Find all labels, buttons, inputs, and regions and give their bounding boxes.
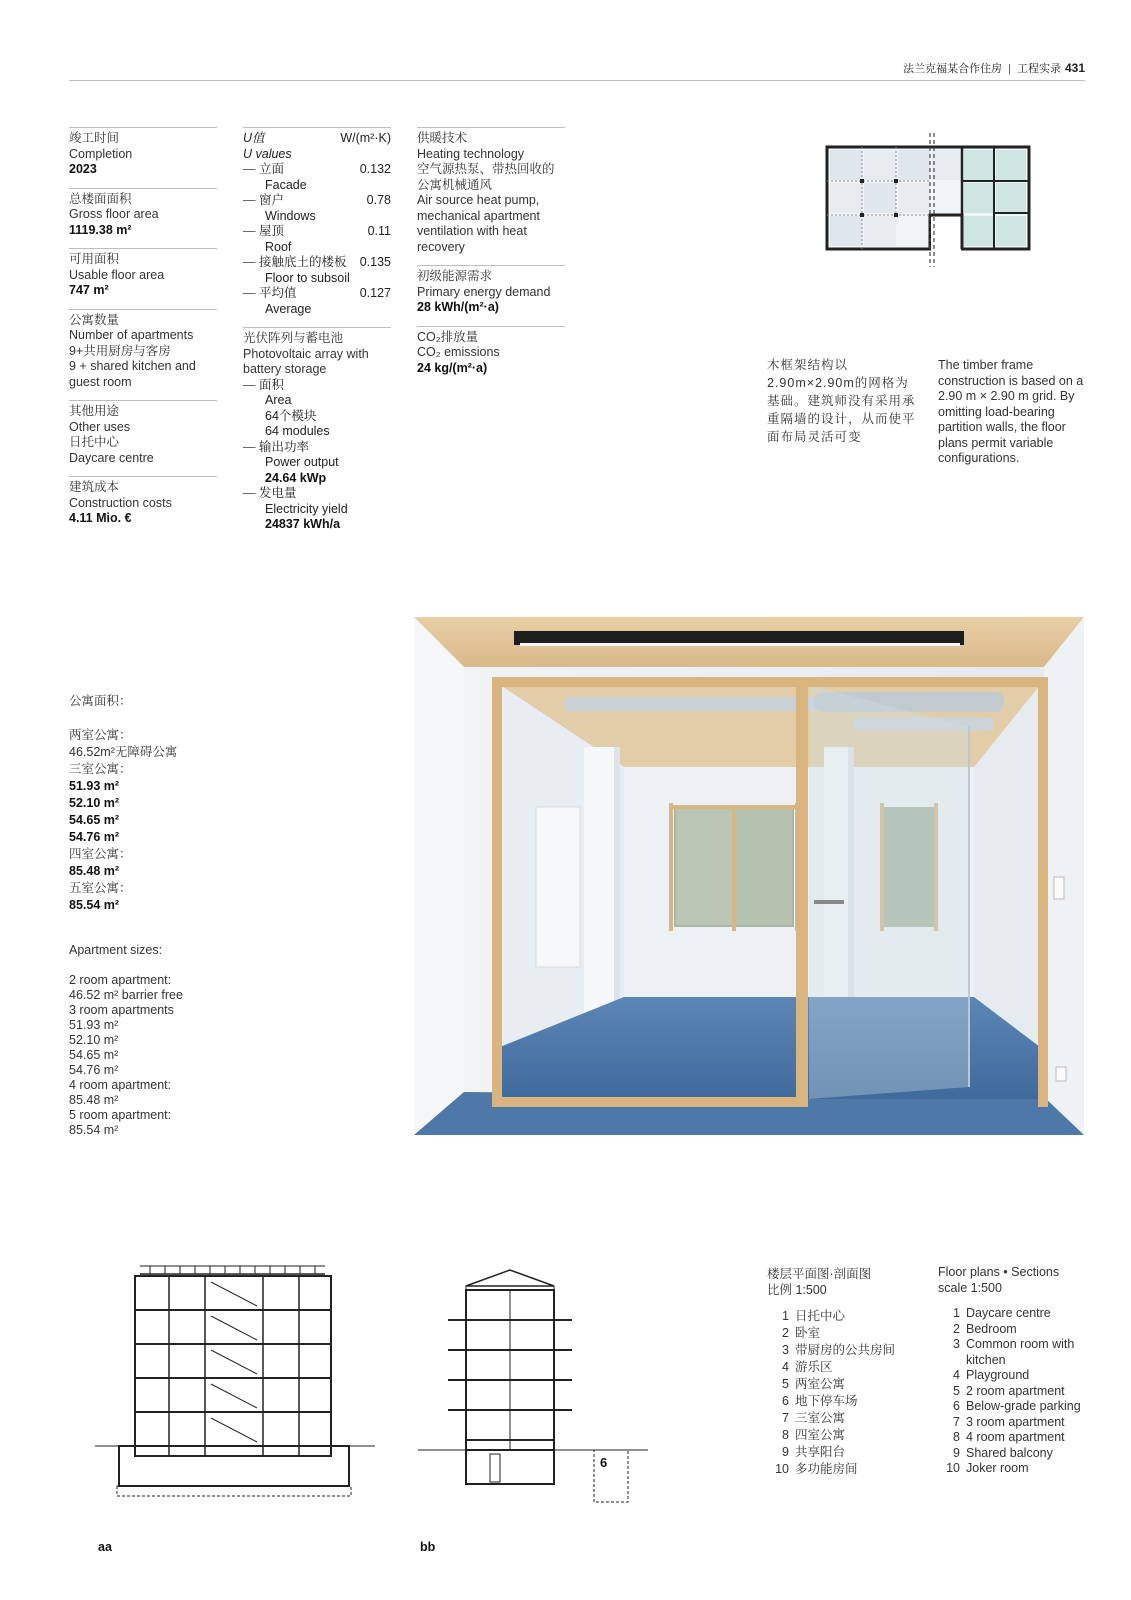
legend-text: Common room with kitchen: [966, 1337, 1075, 1367]
legend-number: 6: [782, 1394, 789, 1408]
legend-item: [767, 1427, 927, 1444]
u-value-row: — 立面 0.132 Facade: [243, 162, 391, 192]
row-value: 0.11: [367, 224, 391, 238]
legend-title-cn: 楼层平面图·剖面图: [767, 1267, 872, 1281]
size-line-cn: 三室公寓：: [69, 762, 132, 776]
row-en: Average: [265, 301, 312, 316]
label-en: Other uses: [69, 419, 131, 434]
legend-item: [767, 1308, 927, 1325]
size-line-en: 4 room apartment:: [69, 1078, 172, 1092]
row-value-cn: 64个模块: [265, 408, 317, 423]
legend-text: Bedroom: [966, 1321, 1017, 1336]
label-en: Usable floor area: [69, 267, 165, 282]
size-line-cn: 46.52m²无障碍公寓: [69, 745, 178, 759]
size-line-cn: 85.48 m²: [69, 864, 120, 878]
separator: |: [1008, 63, 1011, 75]
section-bb-marker: 6: [600, 1455, 608, 1470]
size-line-en: 51.93 m²: [69, 1018, 119, 1032]
size-line-en: 85.48 m²: [69, 1093, 119, 1107]
row-en: Facade: [265, 177, 307, 192]
legend-list-en: [938, 1306, 1088, 1477]
interior-photo: [414, 617, 1084, 1135]
size-line-cn: 85.54 m²: [69, 898, 120, 912]
row-cn: 平均值: [259, 286, 297, 300]
size-line-cn: 52.10 m²: [69, 796, 120, 810]
value: 1119.38 m²: [69, 222, 132, 237]
legend-text: Below-grade parking: [966, 1399, 1081, 1413]
size-line-en: 5 room apartment:: [69, 1108, 172, 1122]
legend-item: [767, 1342, 927, 1359]
legend-number: 4: [782, 1360, 789, 1374]
legend-item: [938, 1430, 1088, 1446]
value: 28 kWh/(m²·a): [417, 300, 499, 314]
header-section: 工程实录: [1016, 63, 1061, 75]
label-en: Construction costs: [69, 495, 172, 510]
legend-text: Daycare centre: [966, 1306, 1051, 1320]
size-line-cn: 两室公寓：: [69, 728, 132, 742]
legend-item: [938, 1399, 1088, 1415]
label-en: Primary energy demand: [417, 284, 551, 299]
value-en: Daycare centre: [69, 450, 154, 465]
legend-item: [767, 1461, 927, 1478]
legend-number: 1: [782, 1309, 789, 1323]
size-line-en: 54.76 m²: [69, 1063, 119, 1077]
other-uses-block: [69, 400, 217, 466]
legend-number: 9: [782, 1445, 789, 1459]
label-cn: 光伏阵列与蓄电池: [243, 331, 344, 345]
section-bb-drawing: [418, 1262, 648, 1507]
row-cn: 立面: [259, 162, 285, 176]
legend-text: Joker room: [966, 1461, 1029, 1475]
row-en: Windows: [265, 208, 316, 223]
legend-item: [767, 1393, 927, 1410]
label-cn: 供暖技术: [417, 131, 468, 145]
row-cn: 屋顶: [259, 224, 285, 238]
legend-text: 带厨房的公共房间: [795, 1343, 896, 1357]
apartment-sizes-en: [69, 943, 229, 1138]
label-cn: 可用面积: [69, 252, 120, 266]
legend-text: 3 room apartment: [966, 1414, 1065, 1429]
construction-costs-block: [69, 476, 217, 527]
legend-number: 8: [953, 1430, 960, 1444]
label-cn: 初级能源需求: [417, 269, 493, 283]
row-value: 24.64 kWp: [265, 470, 327, 485]
legend-text: 共享阳台: [795, 1445, 846, 1459]
value-cn: 9+共用厨房与客房: [69, 343, 171, 358]
size-line-en: 52.10 m²: [69, 1033, 119, 1047]
running-header: [69, 58, 1085, 81]
floor-plan-diagram: [822, 133, 1037, 268]
legend-item: [938, 1446, 1088, 1462]
project-data-column-2: [243, 127, 391, 543]
row-cn: 面积: [259, 377, 285, 392]
size-line-en: Apartment sizes:: [69, 943, 163, 957]
size-line-en: 46.52 m² barrier free: [69, 988, 183, 1002]
breadcrumb: [903, 60, 1085, 76]
legend-item: [938, 1306, 1088, 1322]
legend-number: 2: [953, 1321, 960, 1336]
size-line-cn: 四室公寓：: [69, 847, 132, 861]
legend-number: 3: [782, 1343, 789, 1357]
row-en: Roof: [265, 239, 292, 254]
label-en: Number of apartments: [69, 328, 194, 342]
size-line-cn: 54.76 m²: [69, 830, 120, 844]
legend-item: [938, 1384, 1088, 1400]
legend-number: 8: [782, 1428, 789, 1442]
size-line-en: 3 room apartments: [69, 1003, 174, 1017]
row-cn: 输出功率: [259, 439, 310, 454]
legend-item: [938, 1337, 1088, 1368]
legend-text: 卧室: [795, 1326, 821, 1340]
label-en: Photovoltaic array with battery storage: [243, 346, 369, 376]
row-cn: 窗户: [259, 193, 285, 207]
value-en: 9 + shared kitchen and guest room: [69, 359, 196, 389]
label-cn: 公寓数量: [69, 312, 120, 327]
size-line-cn: 51.93 m²: [69, 779, 120, 793]
legend-number: 4: [953, 1368, 960, 1382]
legend-item: [767, 1444, 927, 1461]
project-data-column-3: [417, 127, 565, 386]
caption-cn: 木框架结构以2.90m×2.90m的网格为基础。建筑师没有采用承重隔墙的设计，从而使平面布局灵活可变: [767, 358, 916, 444]
row-value: 0.127: [359, 286, 391, 300]
u-values-title: U值: [243, 131, 265, 145]
legend-text: 四室公寓: [795, 1428, 846, 1442]
u-value-row: — 窗户 0.78 Windows: [243, 193, 391, 223]
label-en: Heating technology: [417, 146, 525, 161]
row-value-en: 64 modules: [265, 424, 330, 438]
completion-block: [69, 127, 217, 178]
label-cn: 其他用途: [69, 404, 120, 418]
pv-row: — 发电量 Electricity yield 24837 kWh/a: [243, 486, 391, 533]
legend-number: 7: [953, 1414, 960, 1429]
row-cn: 发电量: [259, 486, 297, 500]
size-line-cn: 五室公寓：: [69, 881, 132, 895]
legend-scale-en: scale 1:500: [938, 1280, 1002, 1295]
value: 24 kg/(m²·a): [417, 360, 488, 375]
value-en: Air source heat pump, mechanical apartment ventilation with heat recovery: [417, 193, 540, 254]
legend-item: [767, 1359, 927, 1376]
legend-list-cn: [767, 1308, 927, 1478]
row-value: 24837 kWh/a: [265, 517, 341, 531]
size-line-en: 2 room apartment:: [69, 973, 172, 987]
u-values-header: [243, 131, 391, 147]
row-en: Electricity yield: [265, 501, 348, 516]
heating-block: [417, 127, 565, 255]
legend-text: 地下停车场: [795, 1394, 858, 1408]
row-value: 0.78: [366, 193, 391, 207]
photovoltaic-block: [243, 327, 391, 533]
label-cn: 建筑成本: [69, 480, 120, 494]
u-value-row: — 屋顶 0.11 Roof: [243, 224, 391, 254]
co2-block: [417, 326, 565, 377]
legend-cn: [767, 1267, 927, 1478]
usable-floor-area-block: [69, 248, 217, 299]
legend-scale-cn: 比例 1:500: [767, 1282, 827, 1297]
row-en: Area: [265, 393, 292, 407]
value-cn: 空气源热泵、带热回收的公寓机械通风: [417, 162, 555, 192]
legend-item: [938, 1322, 1088, 1338]
apartment-sizes-cn: [69, 693, 229, 914]
legend-text: 多功能房间: [795, 1462, 858, 1476]
legend-item: [938, 1368, 1088, 1384]
header-title: 法兰克福某合作住房: [903, 63, 1003, 75]
primary-energy-block: [417, 265, 565, 316]
legend-text: 两室公寓: [795, 1377, 846, 1391]
row-value: 0.135: [359, 255, 391, 269]
size-line-en: [69, 958, 229, 973]
label-en: Completion: [69, 146, 133, 161]
project-data-column-1: [69, 127, 217, 537]
pv-row: — 输出功率 Power output 24.64 kWp: [243, 440, 391, 487]
legend-text: 日托中心: [795, 1309, 846, 1323]
legend-text: Shared balcony: [966, 1445, 1053, 1460]
label-cn: CO₂排放量: [417, 329, 479, 344]
label-cn: 总楼面面积: [69, 191, 132, 206]
label-en: Gross floor area: [69, 207, 159, 221]
section-aa-label: aa: [98, 1540, 112, 1554]
u-value-row: — 平均值 0.127 Average: [243, 286, 391, 316]
legend-number: 2: [782, 1326, 789, 1340]
legend-item: [767, 1376, 927, 1393]
row-en: Floor to subsoil: [265, 270, 350, 285]
legend-item: [938, 1461, 1088, 1477]
u-values-en: U values: [243, 146, 292, 161]
legend-number: 9: [953, 1445, 960, 1460]
legend-number: 6: [953, 1399, 960, 1413]
u-value-row: — 接触底土的楼板 0.135 Floor to subsoil: [243, 255, 391, 285]
legend-number: 5: [953, 1383, 960, 1398]
legend-item: [767, 1325, 927, 1342]
legend-text: 2 room apartment: [966, 1383, 1065, 1398]
interior-photo-illustration: [414, 617, 1084, 1135]
section-bb-label: bb: [420, 1540, 436, 1554]
pv-row: — 面积 Area 64个模块 64 modules: [243, 378, 391, 440]
legend-text: Playground: [966, 1368, 1030, 1382]
size-line-cn: [69, 710, 229, 727]
value-cn: 日托中心: [69, 435, 120, 449]
apartments-count-block: [69, 309, 217, 391]
value: 4.11 Mio. €: [69, 511, 132, 525]
legend-text: 游乐区: [795, 1360, 833, 1374]
section-aa-drawing: [95, 1262, 375, 1502]
row-value: 0.132: [359, 162, 391, 176]
legend-item: [938, 1415, 1088, 1431]
legend-text: 三室公寓: [795, 1411, 846, 1425]
row-en: Power output: [265, 455, 339, 469]
legend-number: 1: [953, 1306, 960, 1320]
legend-number: 5: [782, 1377, 789, 1391]
legend-number: 10: [946, 1461, 960, 1475]
gross-floor-area-block: [69, 188, 217, 239]
legend-number: 7: [782, 1411, 789, 1425]
u-values-unit: W/(m²·K): [340, 131, 391, 145]
u-values-block: [243, 127, 391, 317]
value: 747 m²: [69, 283, 109, 297]
caption-en: The timber frame construction is based on a 2.90 m × 2.90 m grid. By omitting load-bearing partition walls, the floor plans permit variable configurations.: [938, 358, 1084, 465]
legend-title-en: Floor plans • Sections: [938, 1265, 1060, 1279]
legend-en: [938, 1265, 1088, 1477]
size-line-cn: 54.65 m²: [69, 813, 120, 827]
size-line-en: 54.65 m²: [69, 1048, 119, 1062]
legend-item: [767, 1410, 927, 1427]
size-line-en: 85.54 m²: [69, 1123, 119, 1137]
row-cn: 接触底土的楼板: [259, 255, 347, 269]
label-cn: 竣工时间: [69, 131, 120, 145]
value: 2023: [69, 162, 97, 176]
legend-text: 4 room apartment: [966, 1430, 1065, 1444]
legend-number: 10: [775, 1462, 789, 1476]
page-number: 431: [1064, 61, 1085, 75]
legend-number: 3: [953, 1337, 960, 1351]
size-line-cn: 公寓面积：: [69, 694, 132, 708]
label-en: CO₂ emissions: [417, 345, 500, 359]
